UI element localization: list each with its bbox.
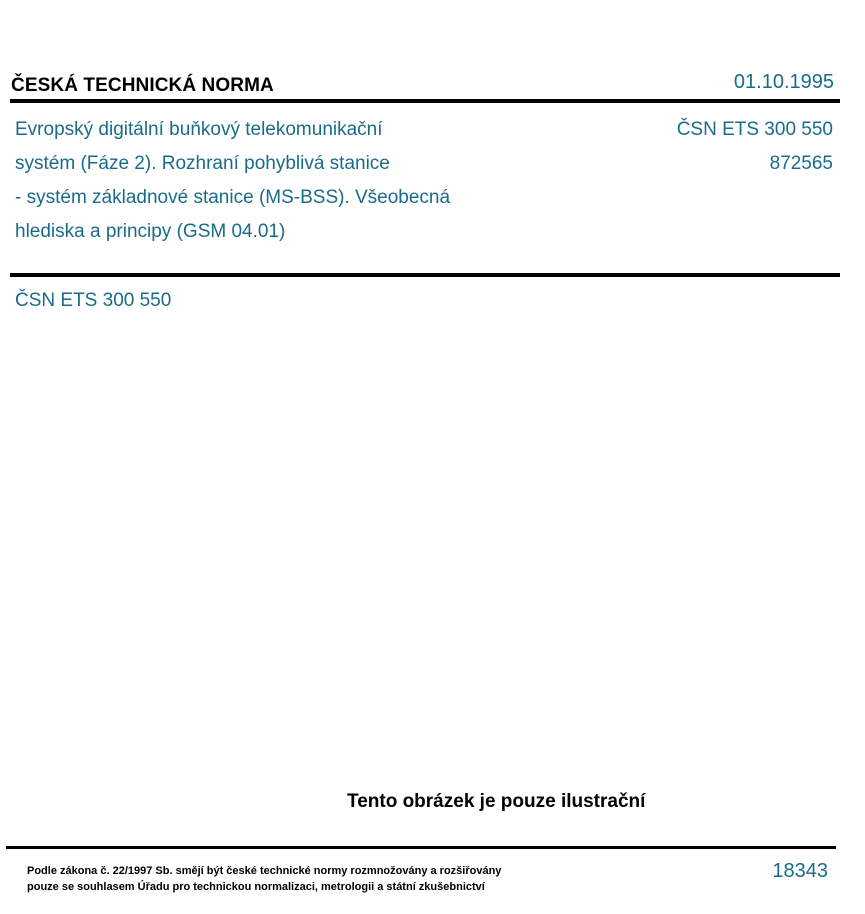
section-standard-code: ČSN ETS 300 550 <box>15 290 172 311</box>
publication-date: 01.10.1995 <box>733 71 834 93</box>
middle-divider <box>10 273 840 277</box>
legal-notice-line: pouze se souhlasem Úřadu pro technickou normalizaci, metrologii a státní zkušebnictví <box>27 881 485 893</box>
legal-notice <box>27 863 501 895</box>
standard-title <box>15 113 535 249</box>
illustration-note: Tento obrázek je pouze ilustrační <box>347 791 646 812</box>
standard-title-line: hlediska a principy (GSM 04.01) <box>15 221 286 242</box>
standard-title-line: - systém základnové stanice (MS-BSS). Všeobecná <box>15 187 451 208</box>
standard-identifiers <box>677 113 833 181</box>
legal-notice-line: Podle zákona č. 22/1997 Sb. smějí být české technické normy rozmnožovány a rozšiřovány <box>27 865 502 877</box>
standard-code: ČSN ETS 300 550 <box>676 119 833 140</box>
top-divider <box>10 99 840 103</box>
bottom-divider <box>6 846 836 849</box>
standard-title-line: systém (Fáze 2). Rozhraní pohyblivá stanice <box>15 153 390 174</box>
standard-title-line: Evropský digitální buňkový telekomunikační <box>15 119 383 140</box>
document-type-heading: ČESKÁ TECHNICKÁ NORMA <box>11 75 274 96</box>
class-number: 872565 <box>769 153 833 174</box>
document-number: 18343 <box>772 860 828 882</box>
